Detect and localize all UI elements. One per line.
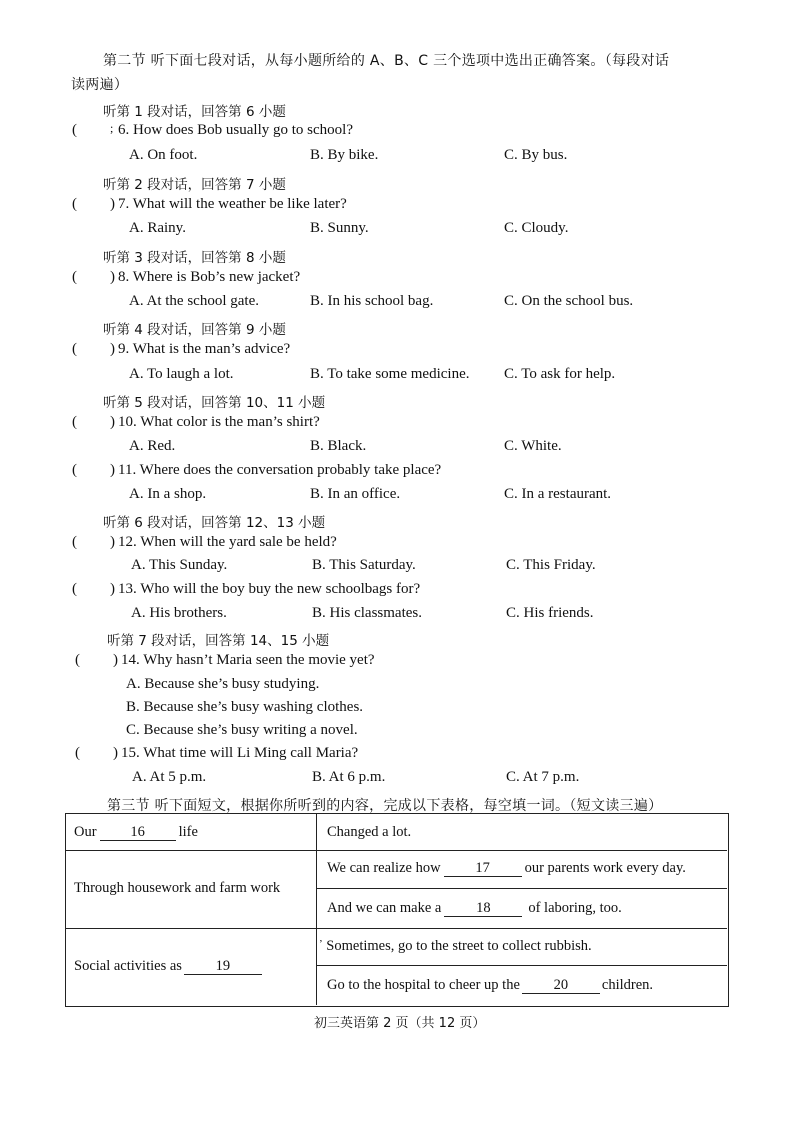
question-8-option-b: B. In his school bag. xyxy=(310,293,434,309)
table-row-divider-1 xyxy=(66,850,727,851)
table-r3b-post: children. xyxy=(601,977,654,993)
answer-paren-close-10: ) xyxy=(110,414,115,430)
question-11: 11. Where does the conversation probably take place? xyxy=(118,462,442,478)
section2-header-line2: 读两遍） xyxy=(71,77,129,93)
question-7-option-c: C. Cloudy. xyxy=(504,220,569,236)
answer-paren-close-6: ; xyxy=(110,121,114,135)
question-9: 9. What is the man’s advice? xyxy=(118,341,291,357)
dialogue-6-intro: 听第 6 段对话，回答第 12、13 小题 xyxy=(103,515,326,531)
question-12-option-c: C. This Friday. xyxy=(506,557,596,573)
answer-paren-close-8: ) xyxy=(110,269,115,285)
question-14-option-c: C. Because she’s busy writing a novel. xyxy=(126,722,358,738)
blank-18[interactable]: 18 xyxy=(444,901,522,917)
answer-paren-close-9: ) xyxy=(110,341,115,357)
page-footer: 初三英语第 2 页（共 12 页） xyxy=(314,1016,486,1031)
answer-paren-6: ( xyxy=(72,122,77,138)
question-13: 13. Who will the boy buy the new schoolbags for? xyxy=(118,581,421,597)
question-8-option-a: A. At the school gate. xyxy=(129,293,259,309)
blank-17[interactable]: 17 xyxy=(444,861,522,877)
table-r3a xyxy=(319,938,592,955)
table-r1-left xyxy=(74,824,198,841)
answer-paren-close-7: ) xyxy=(110,196,115,212)
table-r3b-pre: Go to the hospital to cheer up the xyxy=(327,977,520,993)
question-13-option-b: B. His classmates. xyxy=(312,605,422,621)
answer-paren-close-11: ) xyxy=(110,462,115,478)
dialogue-4-intro: 听第 4 段对话，回答第 9 小题 xyxy=(103,322,286,338)
section2-header-line1: 第二节 听下面七段对话，从每小题所给的 A、B、C 三个选项中选出正确答案。（每段对话 xyxy=(103,53,670,69)
question-10-option-c: C. White. xyxy=(504,438,562,454)
answer-paren-close-15: ) xyxy=(113,745,118,761)
answer-paren-close-13: ) xyxy=(110,581,115,597)
question-7: 7. What will the weather be like later? xyxy=(118,196,347,212)
question-10-option-b: B. Black. xyxy=(310,438,367,454)
table-row-divider-2 xyxy=(66,928,727,929)
question-6-option-b: B. By bike. xyxy=(310,147,379,163)
answer-paren-7: ( xyxy=(72,196,77,212)
question-15-option-c: C. At 7 p.m. xyxy=(506,769,580,785)
blank-20[interactable]: 20 xyxy=(522,978,600,994)
answer-paren-12: ( xyxy=(72,534,77,550)
question-12-option-b: B. This Saturday. xyxy=(312,557,416,573)
question-6: 6. How does Bob usually go to school? xyxy=(118,122,353,138)
table-subrow-divider-2 xyxy=(316,965,727,966)
blank-16[interactable]: 16 xyxy=(100,825,176,841)
table-r2b-pre: And we can make a xyxy=(327,900,442,916)
answer-paren-11: ( xyxy=(72,462,77,478)
question-6-option-a: A. On foot. xyxy=(129,147,198,163)
table-r3-left xyxy=(74,958,262,975)
table-subrow-divider-1 xyxy=(316,888,727,889)
question-13-option-c: C. His friends. xyxy=(506,605,594,621)
dialogue-7-intro: 听第 7 段对话，回答第 14、15 小题 xyxy=(107,633,330,649)
table-r2b-post: of laboring, too. xyxy=(528,900,622,916)
question-9-option-a: A. To laugh a lot. xyxy=(129,366,234,382)
question-10: 10. What color is the man’s shirt? xyxy=(118,414,320,430)
question-11-option-b: B. In an office. xyxy=(310,486,401,502)
answer-paren-14: ( xyxy=(75,652,80,668)
answer-paren-close-14: ) xyxy=(113,652,118,668)
table-r1-left-pre: Our xyxy=(74,824,97,840)
question-11-option-a: A. In a shop. xyxy=(129,486,207,502)
answer-paren-9: ( xyxy=(72,341,77,357)
table-r3-left-pre: Social activities as xyxy=(74,958,182,974)
table-r1-right: Changed a lot. xyxy=(327,824,412,840)
table-r2a xyxy=(327,860,686,877)
question-8: 8. Where is Bob’s new jacket? xyxy=(118,269,301,285)
question-15-option-a: A. At 5 p.m. xyxy=(132,769,207,785)
answer-paren-8: ( xyxy=(72,269,77,285)
question-12: 12. When will the yard sale be held? xyxy=(118,534,337,550)
question-15-option-b: B. At 6 p.m. xyxy=(312,769,386,785)
question-15: 15. What time will Li Ming call Maria? xyxy=(121,745,359,761)
question-14-option-b: B. Because she’s busy washing clothes. xyxy=(126,699,364,715)
answer-paren-13: ( xyxy=(72,581,77,597)
dialogue-5-intro: 听第 5 段对话，回答第 10、11 小题 xyxy=(103,395,326,411)
question-7-option-a: A. Rainy. xyxy=(129,220,186,236)
table-r3b xyxy=(327,977,653,994)
answer-paren-close-12: ) xyxy=(110,534,115,550)
answer-paren-10: ( xyxy=(72,414,77,430)
section3-header: 第三节 听下面短文，根据你所听到的内容，完成以下表格，每空填一词。（短文读三遍） xyxy=(107,798,663,814)
answer-paren-15: ( xyxy=(75,745,80,761)
question-14: 14. Why hasn’t Maria seen the movie yet? xyxy=(121,652,375,668)
question-12-option-a: A. This Sunday. xyxy=(131,557,228,573)
table-r1-left-post: life xyxy=(178,824,198,840)
dialogue-3-intro: 听第 3 段对话，回答第 8 小题 xyxy=(103,250,286,266)
table-r2b xyxy=(327,900,622,917)
question-10-option-a: A. Red. xyxy=(129,438,176,454)
dialogue-2-intro: 听第 2 段对话，回答第 7 小题 xyxy=(103,177,286,193)
dialogue-1-intro: 听第 1 段对话，回答第 6 小题 xyxy=(103,104,286,120)
question-14-option-a: A. Because she’s busy studying. xyxy=(126,676,320,692)
table-r3a-text: Sometimes, go to the street to collect rubbish. xyxy=(326,938,592,954)
question-13-option-a: A. His brothers. xyxy=(131,605,227,621)
table-column-divider xyxy=(316,814,317,1005)
table-r2a-pre: We can realize how xyxy=(327,860,441,876)
question-11-option-c: C. In a restaurant. xyxy=(504,486,612,502)
question-8-option-c: C. On the school bus. xyxy=(504,293,634,309)
fill-in-table xyxy=(65,813,729,1007)
table-r2-left: Through housework and farm work xyxy=(74,880,281,896)
blank-19[interactable]: 19 xyxy=(184,959,262,975)
question-9-option-b: B. To take some medicine. xyxy=(310,366,470,382)
question-7-option-b: B. Sunny. xyxy=(310,220,369,236)
table-r2a-post: our parents work every day. xyxy=(524,860,686,876)
question-6-option-c: C. By bus. xyxy=(504,147,568,163)
table-r3a-mark: ’ xyxy=(319,938,323,950)
question-9-option-c: C. To ask for help. xyxy=(504,366,616,382)
